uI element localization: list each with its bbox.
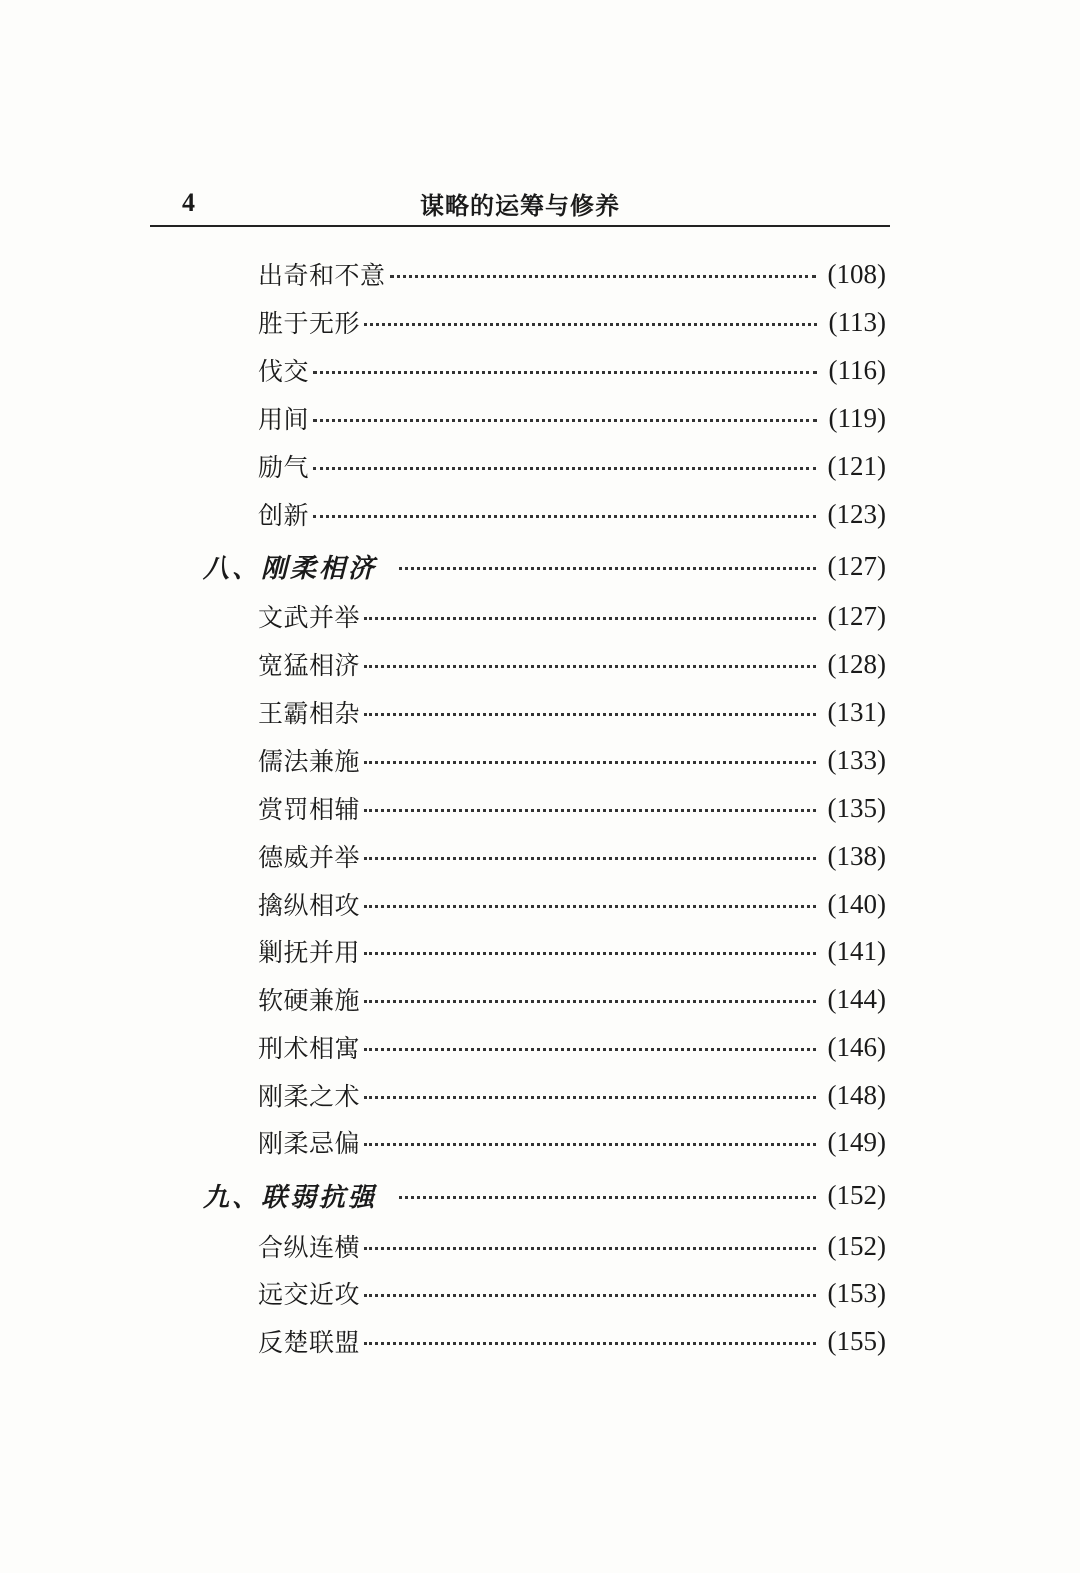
toc-entry-title: 用间 — [258, 405, 310, 434]
toc-page-number: (113) — [828, 306, 886, 337]
toc-section-title: 九、联弱抗强 — [203, 1182, 378, 1213]
dot-leader — [364, 1247, 816, 1250]
toc-entry-title: 创新 — [258, 501, 310, 530]
toc-entry-title: 剿抚并用 — [258, 938, 361, 967]
toc-entry[interactable] — [258, 979, 886, 1019]
dot-leader — [364, 809, 816, 812]
toc-entry-title: 出奇和不意 — [258, 261, 386, 290]
dot-leader — [364, 952, 816, 955]
dot-leader — [364, 1294, 816, 1297]
toc-entry-title: 文武并举 — [258, 603, 361, 632]
toc-page-number: (127) — [827, 600, 886, 631]
toc-entry-title: 儒法兼施 — [258, 747, 361, 776]
dot-leader — [364, 905, 816, 908]
dot-leader — [313, 371, 817, 374]
toc-entry[interactable] — [258, 254, 886, 294]
toc-entry[interactable] — [258, 1122, 886, 1162]
toc-page-number: (128) — [827, 648, 886, 679]
toc-page-number: (121) — [827, 450, 886, 481]
toc-entry-title: 赏罚相辅 — [258, 795, 361, 824]
toc-entry[interactable] — [258, 884, 886, 924]
toc-entry-title: 宽猛相济 — [258, 651, 361, 680]
toc-page-number: (140) — [827, 888, 886, 919]
dot-leader — [364, 1096, 816, 1099]
dot-leader — [364, 617, 816, 620]
toc-page-number: (146) — [827, 1031, 886, 1062]
toc-page-number: (141) — [827, 935, 886, 966]
toc-page-number: (119) — [828, 402, 886, 433]
toc-section-heading[interactable] — [203, 546, 886, 586]
toc-page-number: (148) — [827, 1079, 886, 1110]
toc-entry[interactable] — [258, 1075, 886, 1115]
toc-entry-title: 刑术相寓 — [258, 1034, 361, 1063]
toc-entry-title: 刚柔忌偏 — [258, 1129, 361, 1158]
toc-entry[interactable] — [258, 740, 886, 780]
toc-entry[interactable] — [258, 1321, 886, 1361]
dot-leader — [364, 713, 816, 716]
toc-entry[interactable] — [258, 1027, 886, 1067]
running-title: 谋略的运筹与修养 — [420, 192, 620, 220]
toc-entry-title: 软硬兼施 — [258, 986, 361, 1015]
toc-entry[interactable] — [258, 788, 886, 828]
toc-page-number: (108) — [827, 258, 886, 289]
toc-entry[interactable] — [258, 931, 886, 971]
dot-leader — [390, 275, 816, 278]
toc-page-number: (123) — [827, 498, 886, 529]
toc-entry[interactable] — [258, 494, 886, 534]
toc-entry[interactable] — [258, 302, 886, 342]
toc-entry[interactable] — [258, 644, 886, 684]
dot-leader — [364, 857, 816, 860]
dot-leader — [364, 323, 817, 326]
toc-section-title: 八、刚柔相济 — [203, 553, 378, 584]
toc-page-number: (138) — [827, 840, 886, 871]
dot-leader — [313, 467, 816, 470]
toc-entry-title: 合纵连横 — [258, 1233, 361, 1262]
toc-page-number: (127) — [827, 550, 886, 581]
toc-entry[interactable] — [258, 596, 886, 636]
toc-entry[interactable] — [258, 836, 886, 876]
page-number: 4 — [182, 188, 195, 217]
toc-entry-title: 伐交 — [258, 357, 310, 386]
dot-leader — [364, 1048, 816, 1051]
dot-leader — [364, 1000, 816, 1003]
dot-leader — [364, 1342, 816, 1345]
toc-entry[interactable] — [258, 692, 886, 732]
toc-page-number: (149) — [827, 1126, 886, 1157]
dot-leader — [399, 1196, 816, 1199]
toc-entry-title: 擒纵相攻 — [258, 891, 361, 920]
toc-entry-title: 远交近攻 — [258, 1280, 361, 1309]
toc-entry-title: 胜于无形 — [258, 309, 361, 338]
dot-leader — [313, 515, 816, 518]
toc-entry[interactable] — [258, 446, 886, 486]
toc-entry-title: 王霸相杂 — [258, 699, 361, 728]
dot-leader — [364, 1143, 816, 1146]
toc-entry-title: 反楚联盟 — [258, 1328, 361, 1357]
toc-page-number: (133) — [827, 744, 886, 775]
toc-page-number: (155) — [827, 1325, 886, 1356]
toc-page-number: (153) — [827, 1277, 886, 1308]
dot-leader — [364, 761, 816, 764]
toc-entry-title: 德威并举 — [258, 843, 361, 872]
toc-entry-title: 励气 — [258, 453, 310, 482]
dot-leader — [399, 567, 816, 570]
toc-page-number: (116) — [828, 354, 886, 385]
toc-entry[interactable] — [258, 1273, 886, 1313]
toc-entry[interactable] — [258, 398, 886, 438]
toc-entry[interactable] — [258, 1226, 886, 1266]
toc-page-number: (135) — [827, 792, 886, 823]
dot-leader — [364, 665, 816, 668]
toc-entry[interactable] — [258, 350, 886, 390]
toc-entry-title: 刚柔之术 — [258, 1082, 361, 1111]
toc-page-number: (144) — [827, 983, 886, 1014]
toc-page-number: (152) — [827, 1230, 886, 1261]
toc-page-number: (152) — [827, 1179, 886, 1210]
toc-section-heading[interactable] — [203, 1175, 886, 1215]
dot-leader — [313, 419, 817, 422]
toc-page-number: (131) — [827, 696, 886, 727]
